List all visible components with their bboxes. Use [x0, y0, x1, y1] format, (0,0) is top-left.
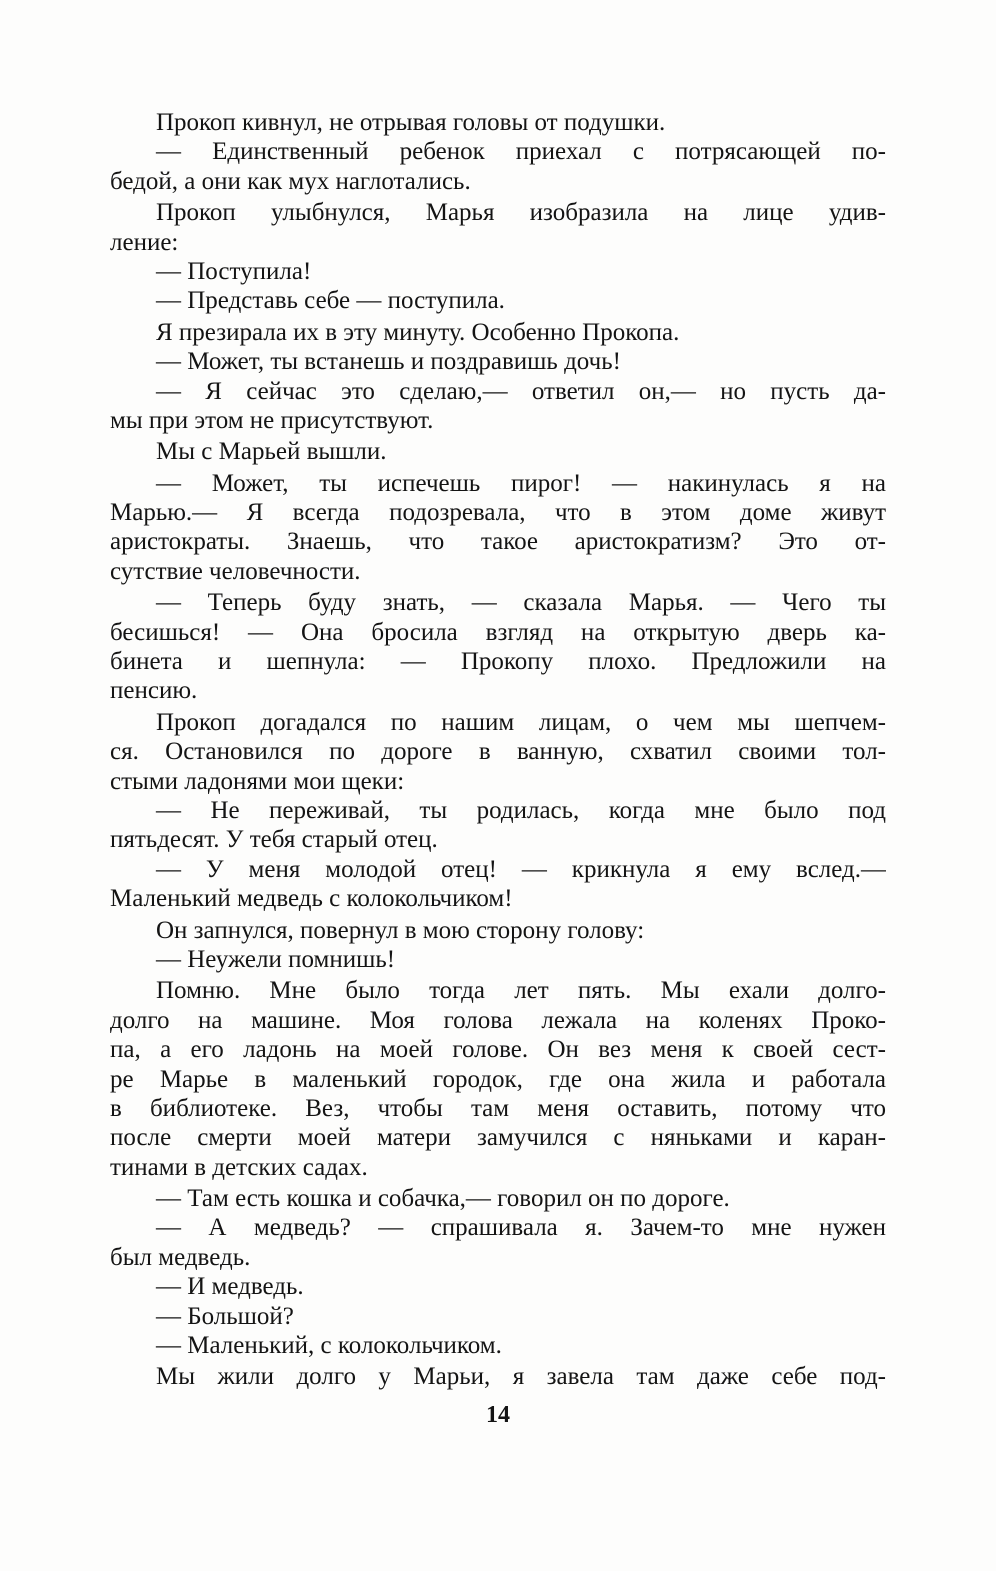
page-number: 14: [486, 1402, 510, 1428]
text-line: — Может, ты встанешь и поздравишь дочь!: [156, 348, 621, 376]
text-line: Мы с Марьей вышли.: [156, 438, 387, 466]
text-line: па, а его ладонь на моей голове. Он вез меня к своей сест-: [110, 1036, 886, 1064]
text-line: — А медведь? — спрашивала я. Зачем-то мне нужен: [156, 1214, 886, 1242]
text-line: Мы жили долго у Марьи, я завела там даже себе под-: [156, 1363, 886, 1391]
body-text: [110, 108, 886, 1392]
text-line: Маленький медведь с колокольчиком!: [110, 885, 513, 913]
text-line: был медведь.: [110, 1243, 251, 1271]
text-line: — Поступила!: [156, 257, 312, 285]
text-line: — Может, ты испечешь пирог! — накинулась я на: [156, 469, 886, 497]
text-line: после смерти моей матери замучился с няньками и каран-: [110, 1124, 886, 1152]
text-line: Я презирала их в эту минуту. Особенно Прокопа.: [156, 318, 680, 346]
text-line: Прокоп улыбнулся, Марья изобразила на лице удив-: [156, 199, 886, 227]
text-line: Марью.— Я всегда подозревала, что в этом доме живут: [110, 499, 886, 527]
text-line: — Единственный ребенок приехал с потрясающей по-: [156, 138, 886, 166]
text-line: тинами в детских садах.: [110, 1153, 368, 1181]
text-line: Прокоп догадался по нашим лицам, о чем мы шепчем-: [156, 708, 886, 736]
text-line: Он запнулся, повернул в мою сторону голову:: [156, 916, 645, 944]
text-line: пенсию.: [110, 677, 198, 705]
text-line: — Маленький, с колокольчиком.: [156, 1332, 502, 1360]
text-line: пятьдесят. У тебя старый отец.: [110, 826, 438, 854]
text-line: ся. Остановился по дороге в ванную, схватил своими тол-: [110, 738, 886, 766]
text-line: — Представь себе — поступила.: [156, 287, 505, 315]
text-line: бедой, а они как мух наглотались.: [110, 167, 471, 195]
text-line: стыми ладонями мои щеки:: [110, 767, 405, 795]
text-line: бесишься! — Она бросила взгляд на открытую дверь ка-: [110, 618, 886, 646]
text-line: — Неужели помнишь!: [156, 945, 396, 973]
text-line: — Я сейчас это сделаю,— ответил он,— но пусть да-: [156, 377, 886, 405]
text-line: долго на машине. Моя голова лежала на коленях Проко-: [110, 1006, 886, 1034]
text-line: — Там есть кошка и собачка,— говорил он по дороге.: [156, 1185, 730, 1213]
text-line: ре Марье в маленький городок, где она жила и работала: [110, 1065, 886, 1093]
text-line: — У меня молодой отец! — крикнула я ему вслед.—: [156, 855, 886, 883]
text-line: Помню. Мне было тогда лет пять. Мы ехали долго-: [156, 977, 886, 1005]
text-line: Прокоп кивнул, не отрывая головы от подушки.: [156, 109, 666, 136]
text-line: аристократы. Знаешь, что такое аристократизм? Это от-: [110, 528, 886, 556]
text-line: в библиотеке. Вез, чтобы там меня оставить, потому что: [110, 1094, 886, 1122]
text-line: — И медведь.: [156, 1273, 304, 1301]
text-line: — Не переживай, ты родилась, когда мне было под: [156, 796, 886, 824]
text-line: — Большой?: [156, 1302, 294, 1330]
text-line: — Теперь буду знать, — сказала Марья. — Чего ты: [156, 589, 886, 617]
text-line: мы при этом не присутствуют.: [110, 406, 434, 434]
text-line: ление:: [110, 228, 179, 256]
text-line: сутствие человечности.: [110, 557, 361, 585]
text-line: бинета и шепнула: — Прокопу плохо. Предложили на: [110, 648, 886, 676]
